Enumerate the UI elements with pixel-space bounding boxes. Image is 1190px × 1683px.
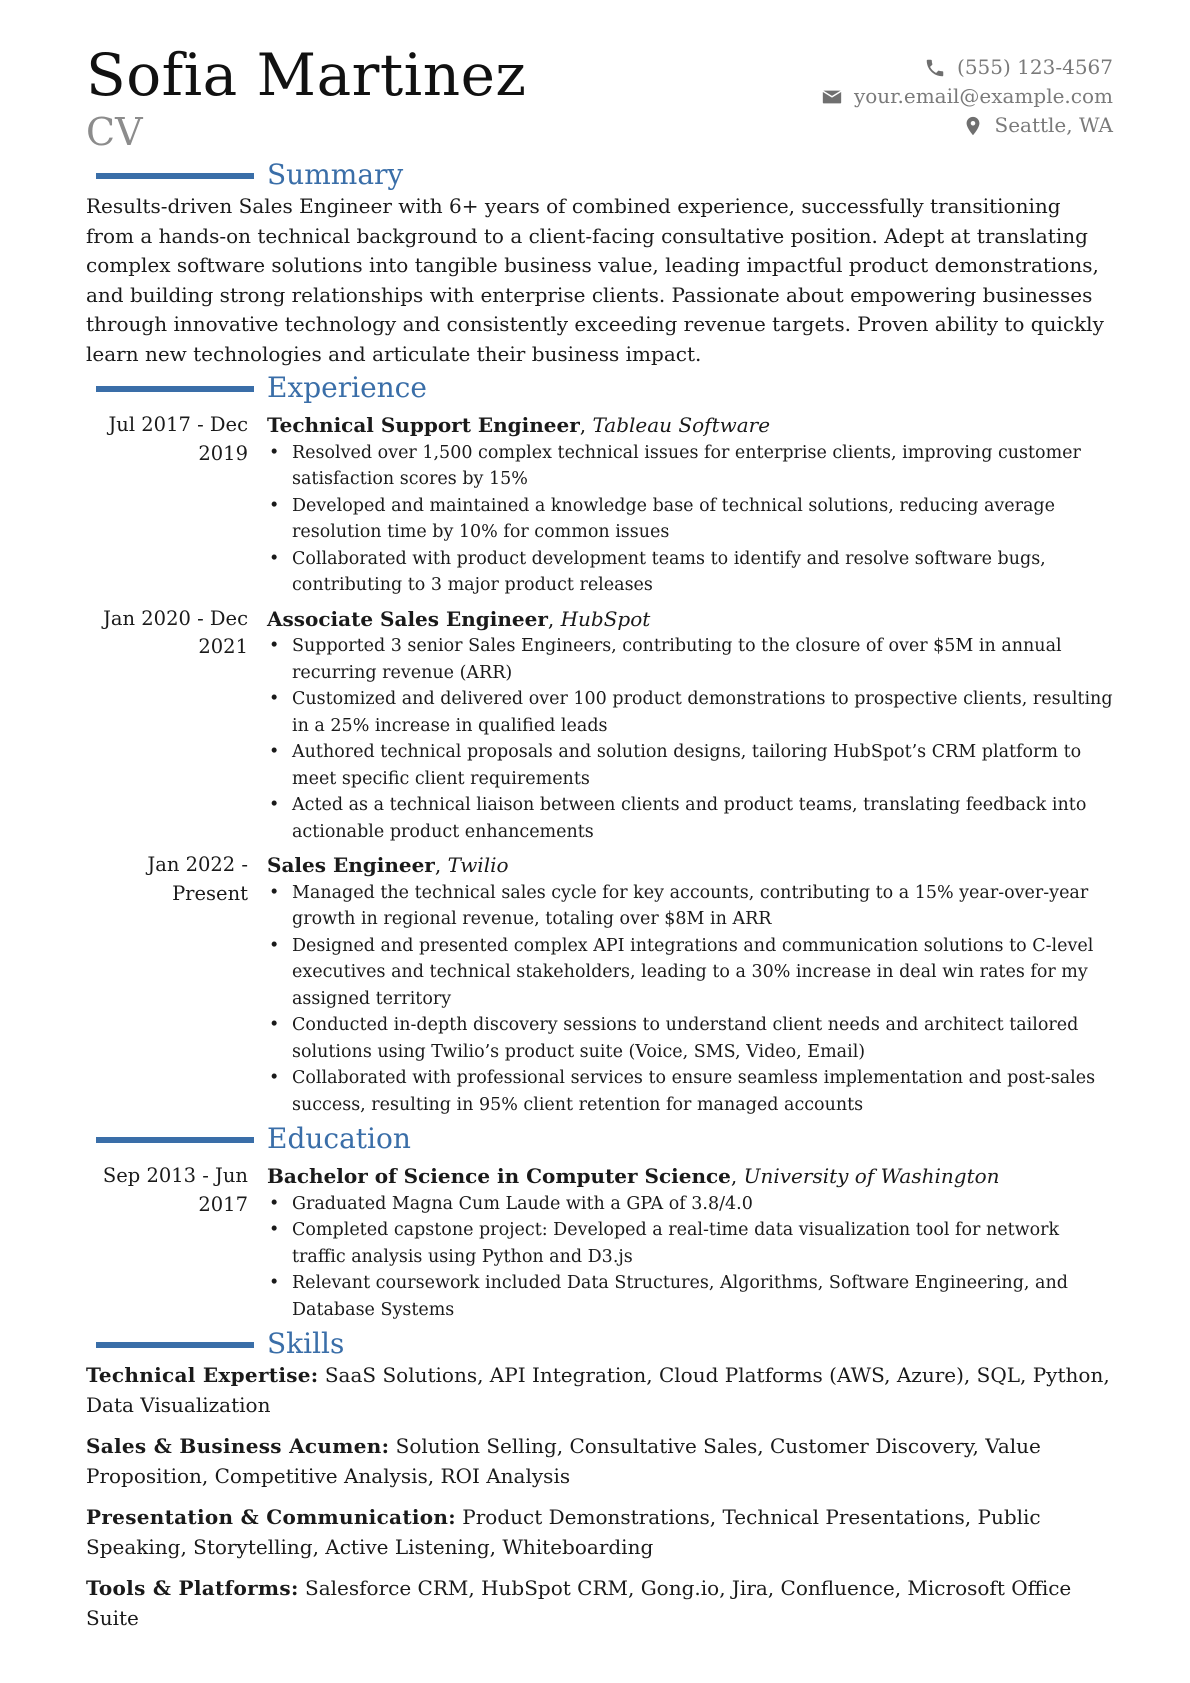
education-entry bbox=[86, 1162, 1113, 1323]
bullet-list bbox=[267, 440, 1113, 599]
skill-group bbox=[86, 1432, 1113, 1491]
education-heading bbox=[96, 1122, 1113, 1156]
entry-date: Jan 2022 - Present bbox=[147, 853, 248, 905]
experience-entry bbox=[86, 851, 1113, 1118]
contact-block bbox=[819, 53, 1113, 140]
list-item: • Graduated Magna Cum Laude with a GPA of 3.8/4.0 bbox=[267, 1191, 1113, 1218]
experience-entry bbox=[86, 605, 1113, 846]
skill-group-label: Sales & Business Acumen: bbox=[86, 1434, 390, 1458]
company-name: Twilio bbox=[447, 853, 509, 877]
skills-list bbox=[86, 1361, 1113, 1633]
contact-phone[interactable] bbox=[819, 53, 1113, 82]
skill-group-label: Technical Expertise: bbox=[86, 1363, 319, 1387]
job-title: Associate Sales Engineer bbox=[267, 606, 548, 631]
entry-title: Sales Engineer, Twilio bbox=[267, 853, 509, 877]
skill-group bbox=[86, 1361, 1113, 1420]
skill-group-items: Product Demonstrations, Technical Presentations, Public Speaking, Storytelling, Active Listening, Whiteboarding bbox=[86, 1505, 1041, 1559]
entry-date: Jan 2020 - Dec 2021 bbox=[103, 606, 248, 658]
section-rule bbox=[96, 173, 254, 179]
document-subtitle: CV bbox=[86, 110, 143, 154]
skills-heading bbox=[96, 1327, 1113, 1361]
email-text: your.email@example.com bbox=[853, 84, 1113, 108]
entry-title: Bachelor of Science in Computer Science, University of Washington bbox=[267, 1164, 1000, 1188]
job-title: Technical Support Engineer bbox=[267, 413, 580, 437]
list-item: • Collaborated with product development teams to identify and resolve software bugs, contributing to 3 major product releases bbox=[267, 546, 1113, 599]
list-item: • Supported 3 senior Sales Engineers, contributing to the closure of over $5M in annual recurring revenue (ARR) bbox=[267, 633, 1113, 686]
list-item: • Resolved over 1,500 complex technical issues for enterprise clients, improving customer satisfaction scores by 15% bbox=[267, 440, 1113, 493]
contact-location bbox=[819, 111, 1113, 140]
degree-title: Bachelor of Science in Computer Science bbox=[267, 1164, 731, 1188]
phone-icon bbox=[922, 57, 946, 79]
envelope-icon bbox=[819, 86, 843, 108]
bullet-list bbox=[267, 1191, 1113, 1324]
skill-group bbox=[86, 1503, 1113, 1562]
person-name: Sofia Martinez bbox=[86, 41, 527, 109]
location-text: Seattle, WA bbox=[994, 113, 1113, 137]
contact-email[interactable] bbox=[819, 82, 1113, 111]
section-title: Skills bbox=[267, 1327, 345, 1360]
skill-group-items: SaaS Solutions, API Integration, Cloud Platforms (AWS, Azure), SQL, Python, Data Visualization bbox=[86, 1363, 1110, 1417]
section-rule bbox=[96, 1342, 254, 1348]
skill-group-label: Tools & Platforms: bbox=[86, 1576, 299, 1600]
list-item: • Authored technical proposals and solution designs, tailoring HubSpot’s CRM platform to meet specific client requirements bbox=[267, 739, 1113, 792]
skill-group-items: Solution Selling, Consultative Sales, Customer Discovery, Value Proposition, Competitive Analysis, ROI Analysis bbox=[86, 1434, 1041, 1488]
company-name: Tableau Software bbox=[592, 413, 771, 437]
bullet-list bbox=[267, 633, 1113, 845]
section-rule bbox=[96, 386, 254, 392]
entry-title: Technical Support Engineer, Tableau Software bbox=[267, 413, 771, 437]
job-title: Sales Engineer bbox=[267, 853, 435, 877]
list-item: • Collaborated with professional services to ensure seamless implementation and post-sales success, resulting in 95% client retention for managed accounts bbox=[267, 1065, 1113, 1118]
list-item: • Developed and maintained a knowledge base of technical solutions, reducing average resolution time by 10% for common issues bbox=[267, 493, 1113, 546]
resume-header bbox=[86, 40, 1113, 158]
section-title: Summary bbox=[267, 158, 404, 191]
entry-date: Jul 2017 - Dec 2019 bbox=[108, 413, 248, 465]
summary-text: Results-driven Sales Engineer with 6+ years of combined experience, successfully transitioning from a hands-on technical background to a client-facing consultative position. Adept at translating complex software solutions into tangible business value, leading impactful product demonstrations, and building strong relationships with enterprise clients. Passionate about empowering businesses through innovative technology and consistently exceeding revenue targets. Proven ability to quickly learn new technologies and articulate their business impact. bbox=[86, 194, 1104, 366]
institution-name: University of Washington bbox=[743, 1164, 1000, 1188]
bullet-list bbox=[267, 880, 1113, 1119]
section-title: Education bbox=[267, 1122, 411, 1155]
list-item: • Completed capstone project: Developed a real-time data visualization tool for network traffic analysis using Python and D3.js bbox=[267, 1217, 1113, 1270]
list-item: • Relevant coursework included Data Structures, Algorithms, Software Engineering, and Database Systems bbox=[267, 1270, 1113, 1323]
company-name: HubSpot bbox=[560, 606, 651, 631]
experience-entry bbox=[86, 411, 1113, 599]
list-item: • Conducted in-depth discovery sessions to understand client needs and architect tailored solutions using Twilio’s product suite (Voice, SMS, Video, Email) bbox=[267, 1012, 1113, 1065]
entry-date: Sep 2013 - Jun 2017 bbox=[102, 1164, 248, 1216]
skill-group-label: Presentation & Communication: bbox=[86, 1505, 456, 1529]
experience-heading bbox=[96, 371, 1113, 405]
section-rule bbox=[96, 1137, 254, 1143]
list-item: • Acted as a technical liaison between clients and product teams, translating feedback into actionable product enhancements bbox=[267, 792, 1113, 845]
resume-page bbox=[86, 40, 1113, 1645]
phone-text: (555) 123-4567 bbox=[957, 55, 1113, 79]
map-marker-icon bbox=[960, 115, 984, 137]
skill-group-items: Salesforce CRM, HubSpot CRM, Gong.io, Jira, Confluence, Microsoft Office Suite bbox=[86, 1576, 1072, 1630]
section-title: Experience bbox=[267, 371, 427, 404]
list-item: • Customized and delivered over 100 product demonstrations to prospective clients, resulting in a 25% increase in qualified leads bbox=[267, 686, 1113, 739]
skill-group bbox=[86, 1574, 1113, 1633]
entry-title: Associate Sales Engineer, HubSpot bbox=[267, 606, 651, 631]
list-item: • Designed and presented complex API integrations and communication solutions to C-level executives and technical stakeholders, leading to a 30% increase in deal win rates for my assigned territory bbox=[267, 933, 1113, 1013]
list-item: • Managed the technical sales cycle for key accounts, contributing to a 15% year-over-year growth in regional revenue, totaling over $8M in ARR bbox=[267, 880, 1113, 933]
summary-heading bbox=[96, 158, 1113, 192]
